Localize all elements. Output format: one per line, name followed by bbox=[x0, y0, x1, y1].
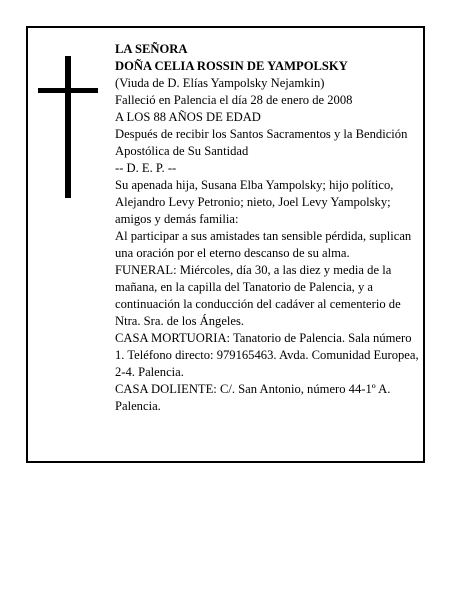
casa-doliente: CASA DOLIENTE: C/. San Antonio, número 44-1º A. Palencia. bbox=[115, 382, 391, 413]
deceased-name: DOÑA CELIA ROSSIN DE YAMPOLSKY bbox=[115, 59, 348, 73]
sacraments: Después de recibir los Santos Sacramentos y la Bendición Apostólica de Su Santidad bbox=[115, 127, 408, 158]
family: Su apenada hija, Susana Elba Yampolsky; hijo político, Alejandro Levy Petronio; nieto, Joel Levy Yampolsky; amigos y demás familia: bbox=[115, 178, 394, 226]
age: A LOS 88 AÑOS DE EDAD bbox=[115, 110, 261, 124]
obituary-text bbox=[115, 41, 421, 415]
casa-mortuoria: CASA MORTUORIA: Tanatorio de Palencia. Sala número 1. Teléfono directo: 979165463. Avda. Comunidad Europea, 2-4. Palencia. bbox=[115, 331, 419, 379]
request: Al participar a sus amistades tan sensible pérdida, suplican una oración por el eterno descanso de su alma. bbox=[115, 229, 412, 260]
rip: -- D. E. P. -- bbox=[115, 161, 177, 175]
cross-vertical-bar bbox=[65, 56, 71, 198]
funeral: FUNERAL: Miércoles, día 30, a las diez y media de la mañana, en la capilla del Tanatorio de Palencia, y a continuación la conducción del cadáver al cementerio de Ntra. Sra. de los Ángeles. bbox=[115, 263, 401, 328]
title-line-1: LA SEÑORA bbox=[115, 42, 188, 56]
obituary-notice bbox=[26, 26, 425, 463]
cross-horizontal-bar bbox=[38, 88, 98, 93]
death-info: Falleció en Palencia el día 28 de enero de 2008 bbox=[115, 93, 353, 107]
cross-icon bbox=[38, 56, 98, 198]
widow-of: (Viuda de D. Elías Yampolsky Nejamkin) bbox=[115, 76, 325, 90]
